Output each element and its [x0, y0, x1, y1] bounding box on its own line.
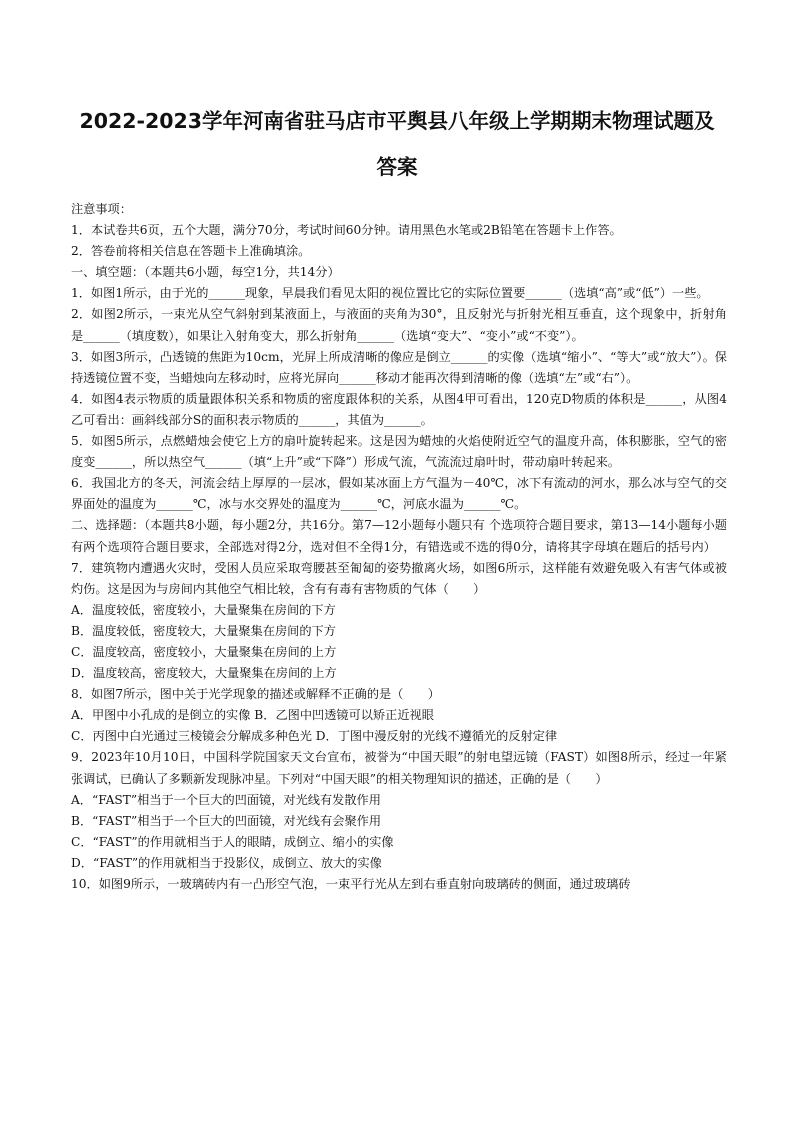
- question-8: 8．如图7所示，图中关于光学现象的描述或解释不正确的是（ ）: [71, 687, 440, 702]
- question-9-option-d: D．“FAST”的作用就相当于投影仪，成倒立、放大的实像: [71, 855, 382, 870]
- question-10: 10．如图9所示，一玻璃砖内有一凸形空气泡，一束平行光从左到右垂直射向玻璃砖的侧面，通过玻璃砖: [71, 877, 631, 891]
- section-heading-choice: 二、选择题：（本题共8小题，每小题2分，共16分。第7—12小题每小题只有 个选项符合题目要求，第13—14小题每小题有两个选项符合题目要求，全部选对得2分，选对但不全得1分，有错选或不选的得0分，请将其字母填在题后的括号内）: [71, 518, 727, 554]
- question-9-option-a: A．“FAST”相当于一个巨大的凹面镜，对光线有发散作用: [71, 792, 381, 807]
- notice-item-1: 1．本试卷共6页，五个大题，满分70分，考试时间60分钟。请用黑色水笔或2B铅笔在答题卡上作答。: [71, 223, 622, 238]
- title-line-1: 2022-2023学年河南省驻马店市平舆县八年级上学期期末物理试题及: [79, 109, 715, 133]
- question-8-options-ab: A．甲图中小孔成的是倒立的实像 B．乙图中凹透镜可以矫正近视眼: [71, 708, 434, 723]
- page-title: [70, 103, 724, 185]
- question-2: 2．如图2所示，一束光从空气斜射到某液面上，与液面的夹角为30°，且反射光与折射光相互垂直，这个现象中，折射角是______（填度数），如果让入射角变大，那么折射角______（选填“变大”、“变小”或“不变”）。: [71, 307, 727, 343]
- question-7: 7．建筑物内遭遇火灾时，受困人员应采取弯腰甚至匍匐的姿势撤离火场，如图6所示，这样能有效避免吸入有害气体或被灼伤。这是因为与房间内其他空气相比较，含有有毒有害物质的气体（ ）: [71, 560, 727, 596]
- question-9-option-b: B．“FAST”相当于一个巨大的凹面镜，对光线有会聚作用: [71, 813, 382, 828]
- question-6: 6．我国北方的冬天，河流会结上厚厚的一层冰，假如某冰面上方气温为－40℃，冰下有流动的河水，那么冰与空气的交界面处的温度为______℃，冰与水交界处的温度为______℃，河底水温为______℃。: [71, 476, 727, 512]
- title-line-2: 答案: [376, 155, 418, 179]
- question-8-options-cd: C．丙图中白光通过三棱镜会分解成多种色光 D．丁图中漫反射的光线不遵循光的反射定律: [71, 729, 558, 744]
- question-7-option-b: B．温度较低，密度较大，大量聚集在房间的下方: [71, 623, 336, 638]
- question-9-option-c: C．“FAST”的作用就相当于人的眼睛，成倒立、缩小的实像: [71, 834, 394, 849]
- question-3: 3．如图3所示，凸透镜的焦距为10cm，光屏上所成清晰的像应是倒立______的实像（选填“缩小”、“等大”或“放大”）。保持透镜位置不变，当蜡烛向左移动时，应将光屏向______移动才能再次得到清晰的像（选填“左”或“右”）。: [71, 349, 727, 385]
- notice-item-2: 2．答卷前将相关信息在答题卡上准确填涂。: [71, 244, 311, 259]
- question-9: 9．2023年10月10日，中国科学院国家天文台宣布，被誉为“中国天眼”的射电望远镜（FAST）如图8所示，经过一年紧张调试，已确认了多颗新发现脉冲星。下列对“中国天眼”的相关物理知识的描述，正确的是（ ）: [71, 750, 727, 786]
- question-7-option-d: D．温度较高，密度较大，大量聚集在房间的上方: [71, 666, 337, 681]
- document-body: [71, 199, 727, 895]
- question-7-option-c: C．温度较高，密度较小，大量聚集在房间的上方: [71, 644, 337, 659]
- question-7-option-a: A．温度较低，密度较小，大量聚集在房间的下方: [71, 602, 336, 617]
- question-5: 5．如图5所示，点燃蜡烛会使它上方的扇叶旋转起来。这是因为蜡烛的火焰使附近空气的温度升高，体积膨胀，空气的密度变______，所以热空气______（填“上升”或“下降”）形成气流，气流流过扇叶时，带动扇叶转起来。: [71, 434, 727, 470]
- notice-heading: 注意事项：: [71, 202, 132, 216]
- question-1: 1．如图1所示，由于光的______现象，早晨我们看见太阳的视位置比它的实际位置要______（选填“高”或“低”）一些。: [71, 286, 709, 301]
- section-heading-fill-in: 一、填空题：（本题共6小题，每空1分，共14分）: [71, 265, 340, 280]
- question-4: 4．如图4表示物质的质量跟体积关系和物质的密度跟体积的关系，从图4甲可看出，120克D物质的体积是______，从图4乙可看出：画斜线部分S的面积表示物质的______，其值为______。: [71, 391, 727, 427]
